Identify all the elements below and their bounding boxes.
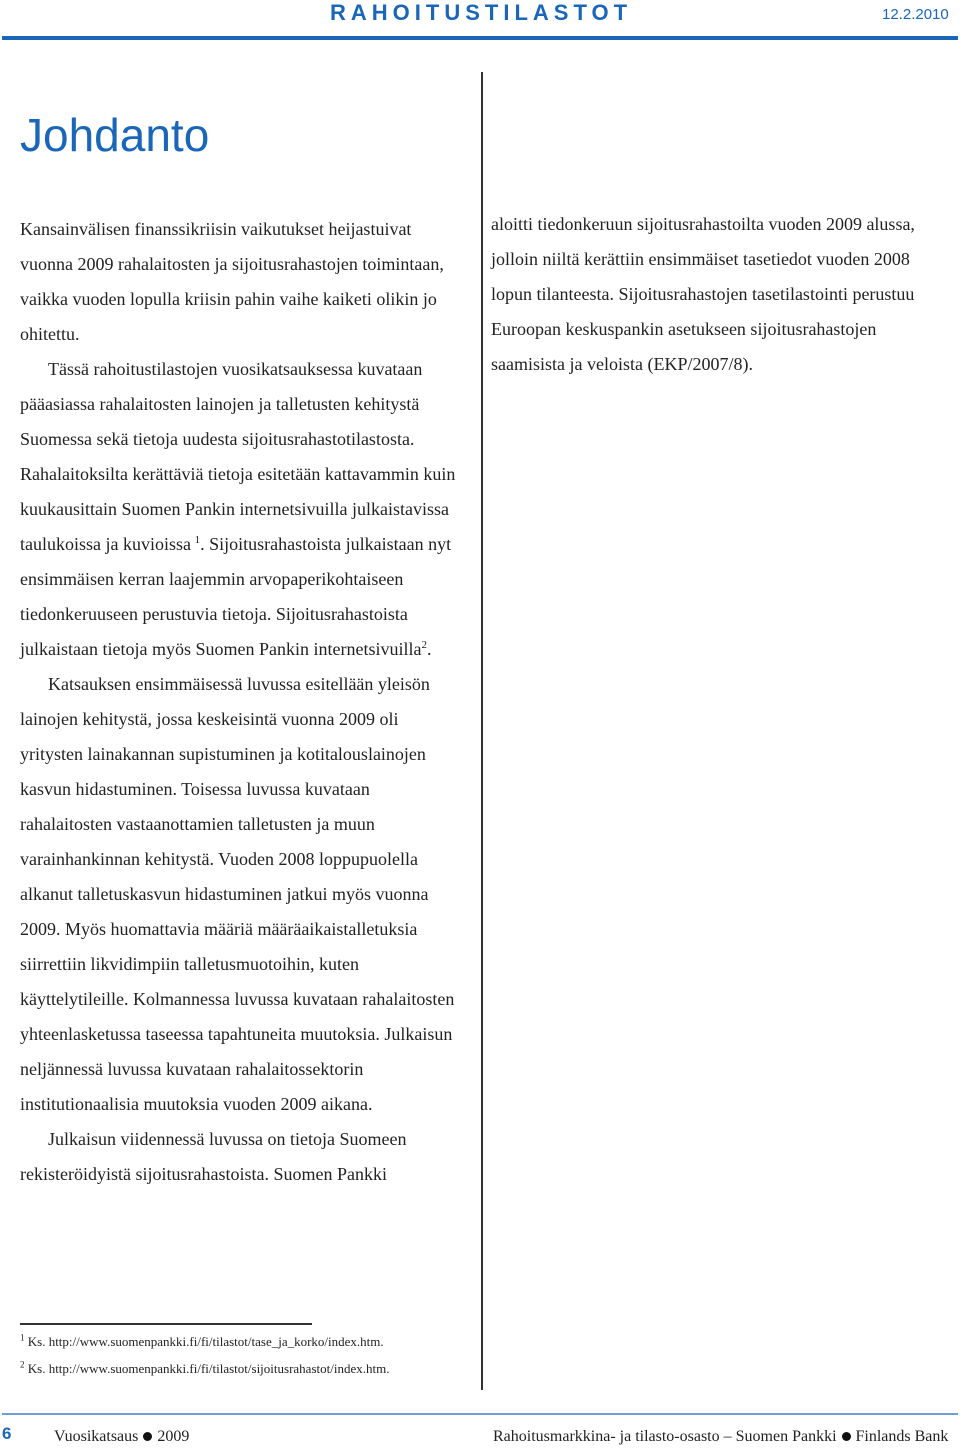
page-number: 6 [2,1424,12,1443]
paragraph-2-text-c: . [426,639,432,659]
footer-rule [2,1413,958,1415]
footnote-ref-2[interactable]: 2 [421,639,427,651]
footer-publication [54,1428,189,1446]
footnote-1-number: 1 [20,1332,25,1343]
footnote-2-link[interactable]: Ks. http://www.suomenpankki.fi/fi/tilastot/sijoitusrahastot/index.htm. [27,1361,390,1376]
paragraph-4: Julkaisun viidennessä luvussa on tietoja Suomeen rekisteröidyistä sijoitusrahastoista. Suomen Pankki [20,1129,407,1184]
paragraph-2-text-b: . Sijoitusrahastoista julkaistaan nyt ensimmäisen kerran laajemmin arvopaperikohtaiseen tiedonkeruuseen perustuvia tietoja. Sijoitusrahastoista julkaistaan tietoja myös Suomen Pankin internetsivuilla [20,534,452,659]
column-divider [481,72,483,1390]
running-header-title: RAHOITUSTILASTOT [330,0,633,25]
footnote-2-number: 2 [20,1359,25,1370]
section-title: Johdanto [20,109,210,161]
paragraph-2-text-a: Tässä rahoitustilastojen vuosikatsauksessa kuvataan pääasiassa rahalaitosten lainojen ja talletusten kehitystä Suomessa sekä tietoja uudesta sijoitusrahastotilastosta. Rahalaitoksilta kerättäviä tietoja esitetään kattavammin kuin kuukausittain Suomen Pankin internetsivuilla julkaistavissa taulukoissa ja kuvioissa [20,359,456,554]
publication-year: 2009 [157,1428,190,1445]
footnote-1-link[interactable]: Ks. http://www.suomenpankki.fi/fi/tilastot/tase_ja_korko/index.htm. [27,1334,384,1349]
footnote-2 [20,1361,389,1377]
running-header-date: 12.2.2010 [882,6,949,23]
bullet-icon [143,1432,152,1441]
publication-name: Vuosikatsaus [54,1428,139,1445]
paragraph-1: Kansainvälisen finanssikriisin vaikutukset heijastuivat vuonna 2009 rahalaitosten ja sijoitusrahastojen toimintaan, vaikka vuoden lopulla kriisin pahin vaihe kaiketi olikin jo ohitettu. [20,219,444,344]
department-name: Rahoitusmarkkina- ja tilasto-osasto [493,1428,720,1445]
bank-name-fi: Suomen Pankki [735,1428,837,1445]
footnote-ref-1[interactable]: 1 [194,534,201,546]
header-rule [2,36,958,40]
bullet-icon [842,1432,851,1441]
bank-name-sv: Finlands Bank [855,1428,949,1445]
right-column [491,207,931,382]
right-paragraph-1: aloitti tiedonkeruun sijoitusrahastoilta vuoden 2009 alussa, jolloin niiltä kerättiin ensimmäiset tasetiedot vuoden 2008 lopun tilanteesta. Sijoitusrahastojen tasetilastointi perustuu Euroopan keskuspankin asetukseen sijoitusrahastojen saamisista ja veloista (EKP/2007/8). [491,214,915,374]
footnote-rule [20,1323,312,1325]
footnote-1 [20,1334,384,1350]
footer-department: Rahoitusmarkkina- ja tilasto-osasto – Suomen Pankki Finlands Bank [493,1428,949,1445]
paragraph-2 [20,352,465,667]
left-column [20,212,465,1192]
paragraph-3: Katsauksen ensimmäisessä luvussa esitellään yleisön lainojen kehitystä, jossa keskeisintä vuonna 2009 oli yritysten lainakannan supistuminen ja kotitalouslainojen kasvun hidastuminen. Toisessa luvussa kuvataan rahalaitosten vastaanottamien talletusten ja muun varainhankinnan kehitystä. Vuoden 2008 loppupuolella alkanut talletuskasvun hidastuminen jatkui myös vuonna 2009. Myös huomattavia määriä määräaikaistalletuksia siirrettiin likvidimpiin talletusmuotoihin, kuten käyttelytileille. Kolmannessa luvussa kuvataan rahalaitosten yhteenlasketussa taseessa tapahtuneita muutoksia. Julkaisun neljännessä luvussa kuvataan rahalaitossektorin institutionaalisia muutoksia vuoden 2009 aikana. [20,674,455,1114]
